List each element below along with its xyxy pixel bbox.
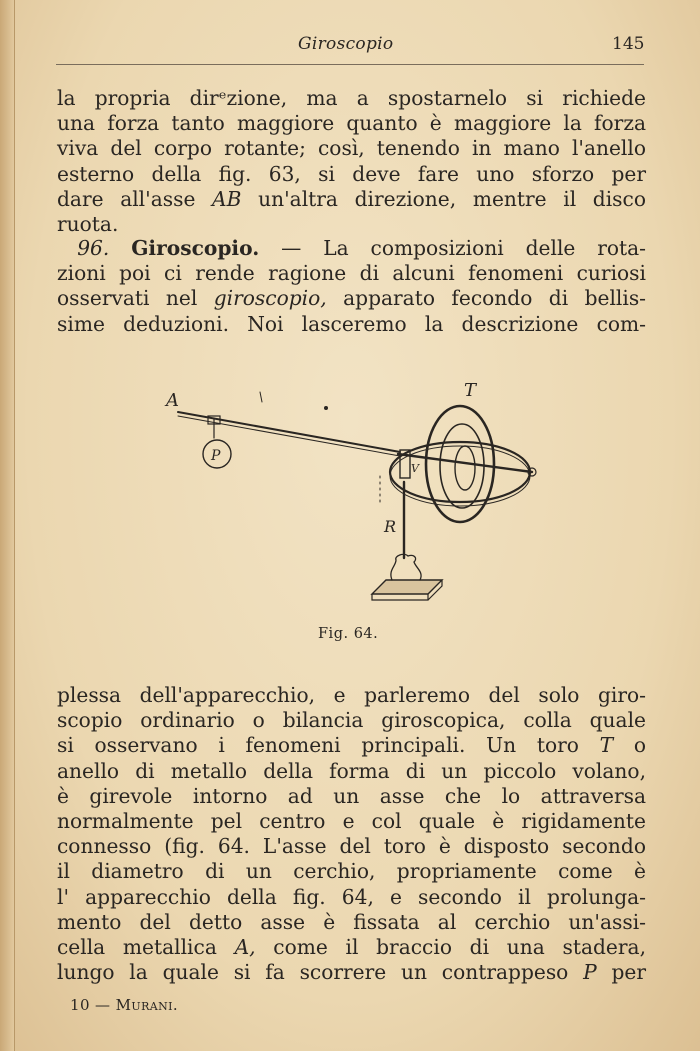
figure-caption: Fig. 64.: [318, 626, 379, 642]
text-fragment: — La composizioni delle rota-: [259, 236, 646, 260]
text-fragment: o: [613, 733, 646, 758]
text-line: viva del corpo rotante; così, tenendo in mano l'anello: [57, 136, 646, 161]
text-line: sime deduzioni. Noi lasceremo la descrizione com-: [57, 311, 646, 336]
text-line: una forza tanto maggiore quanto è maggiore la forza: [57, 111, 646, 136]
text-fragment: dare all'asse: [57, 186, 213, 211]
section-heading: Giroscopio.: [131, 236, 260, 260]
label-r: R: [384, 517, 397, 536]
lever-arm: [178, 412, 400, 452]
torus-hub: [455, 446, 475, 490]
text-line: è girevole intorno ad un asse che lo attraversa: [57, 783, 646, 808]
base-foot: [391, 554, 421, 580]
italic-term: giroscopio,: [213, 286, 327, 311]
text-line: plessa dell'apparecchio, e parleremo del solo giro-: [57, 683, 646, 707]
running-header-title: Giroscopio: [298, 34, 394, 54]
italic-symbol-ab: AB: [212, 186, 242, 211]
page-binding-edge: [0, 0, 15, 1051]
text-fragment: si osservano i fenomeni principali. Un toro: [57, 733, 600, 758]
text-line: normalmente pel centro e col quale è rigidamente: [57, 809, 646, 834]
label-a: A: [166, 390, 179, 411]
ink-mark: [260, 392, 262, 402]
italic-symbol-t: T: [599, 733, 614, 758]
section-number: 96.: [77, 236, 110, 260]
text-fragment: osservati nel: [57, 286, 214, 311]
text-line: mento del detto asse è fissata al cerchio un'assi-: [57, 909, 646, 934]
gyroscope-drawing: [178, 392, 536, 600]
text-fragment: cella metallica: [57, 935, 235, 960]
gyroscope-figure: [160, 372, 540, 612]
label-p: P: [211, 448, 221, 464]
signature-footer: [70, 996, 178, 1014]
text-line: [57, 733, 646, 758]
text-line: ruota.: [57, 212, 119, 237]
text-fragment: un'altra direzione, mentre il disco: [241, 186, 647, 211]
text-line: il diametro di un cerchio, propriamente come è: [57, 859, 646, 884]
paragraph-2: [57, 236, 646, 337]
header-rule: [56, 64, 644, 65]
text-line: l' apparecchio della fig. 64, e secondo il prolunga-: [57, 884, 646, 909]
torus-inner: [440, 424, 484, 508]
text-line: esterno della fig. 63, si deve fare uno sforzo per: [57, 161, 646, 186]
text-line: zioni poi ci rende ragione di alcuni fenomeni curiosi: [57, 261, 646, 286]
paragraph-3: [57, 683, 646, 985]
text-line: connesso (fig. 64. L'asse del toro è disposto secondo: [57, 834, 646, 859]
page-number: 145: [612, 34, 645, 54]
italic-symbol-p: P: [583, 960, 597, 985]
footer-number: 10: [70, 996, 90, 1014]
text-line: la propria dirᵉᴢione, ma a spostarnelo si richiede: [57, 86, 646, 110]
label-t: T: [464, 380, 477, 401]
text-line: anello di metallo della forma di un piccolo volano,: [57, 758, 646, 783]
text-line: [57, 935, 646, 960]
text-line: [57, 236, 646, 261]
text-fragment: apparato fecondo di bellis-: [326, 286, 646, 311]
base-plate: [372, 580, 442, 594]
text-line: scopio ordinario o bilancia giroscopica, colla quale: [57, 708, 646, 733]
footer-dash: —: [89, 996, 116, 1014]
text-line: [57, 187, 646, 212]
italic-symbol-a: A,: [234, 935, 256, 960]
footer-author: Murani.: [115, 996, 179, 1014]
text-fragment: lungo la quale si fa scorrere un contrappeso: [57, 960, 584, 985]
ink-dot: [324, 406, 328, 410]
paragraph-1: [57, 86, 646, 237]
text-fragment: come il braccio di una stadera,: [255, 935, 646, 960]
text-line: [57, 960, 646, 985]
text-line: [57, 286, 646, 311]
label-v: V: [411, 462, 419, 475]
text-fragment: per: [596, 960, 646, 985]
